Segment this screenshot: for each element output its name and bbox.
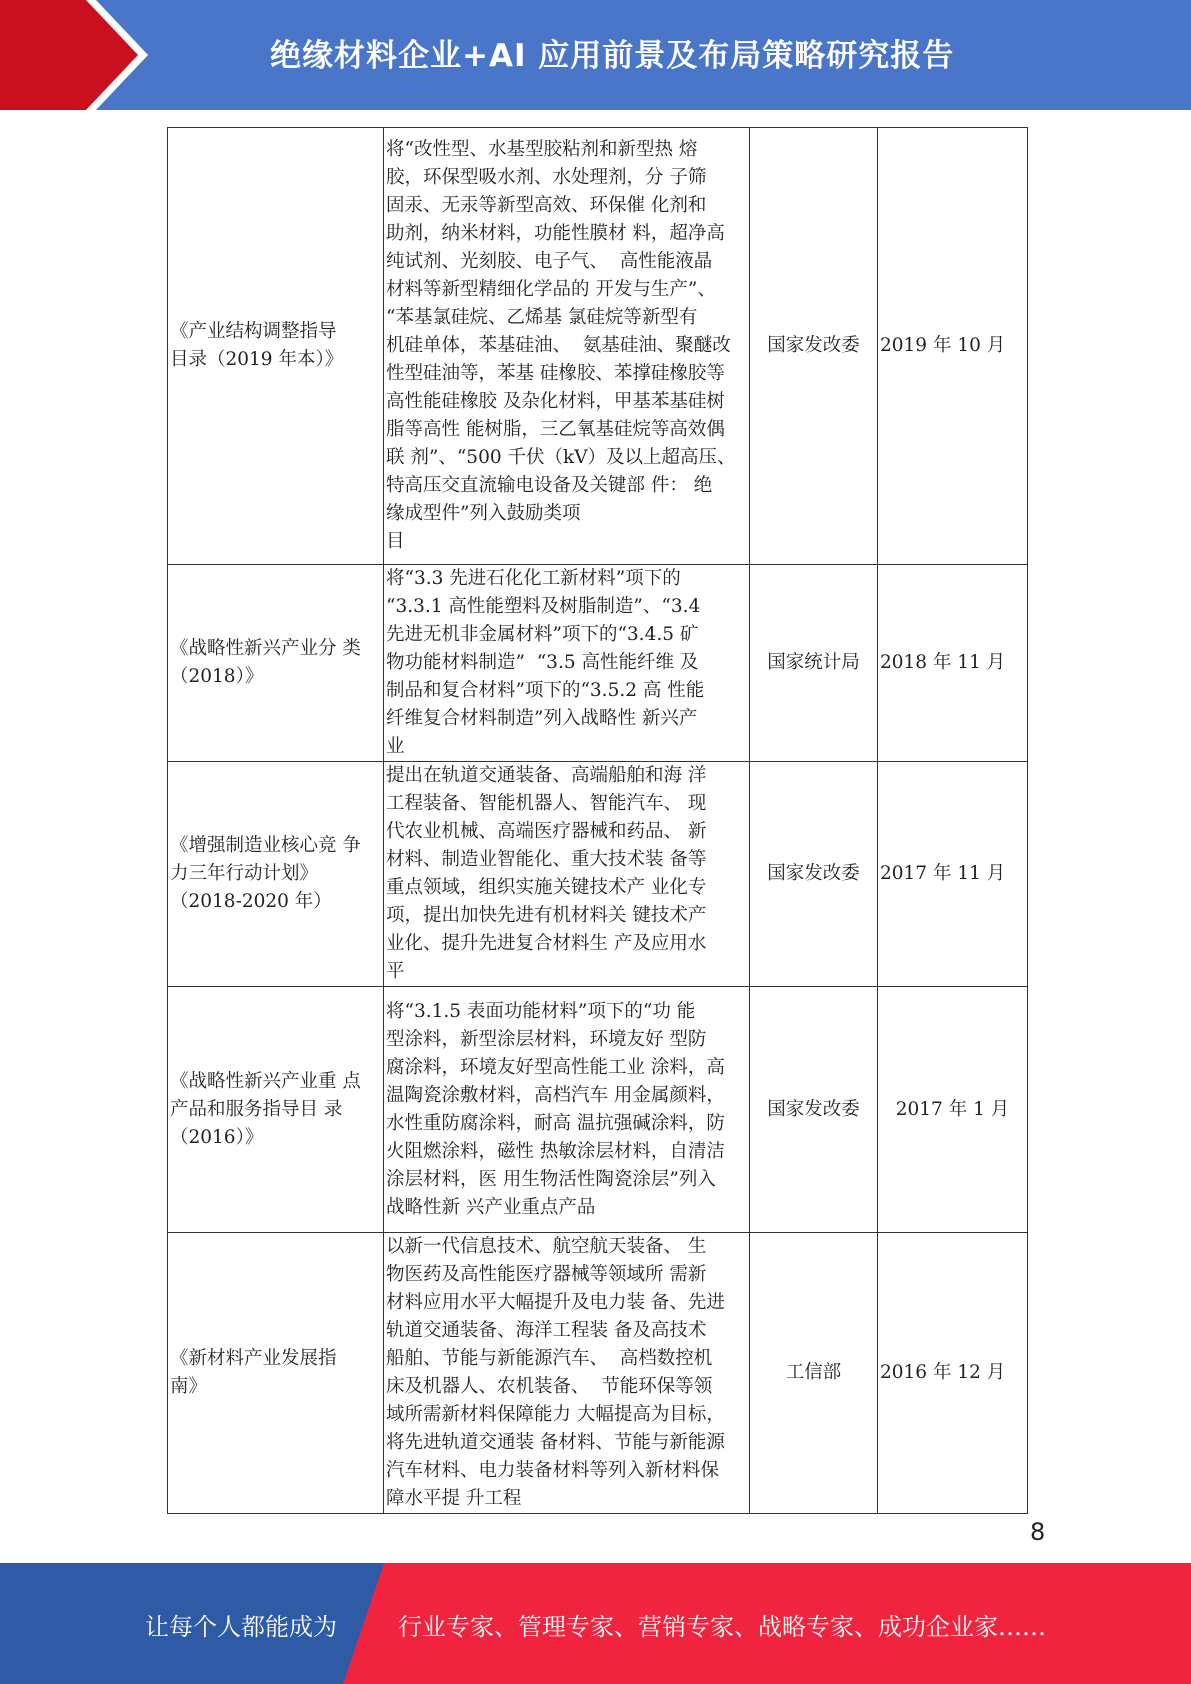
page-number: 8 — [1030, 1518, 1046, 1546]
policy-content: 将“3.3 先进石化化工新材料”项下的 “3.3.1 高性能塑料及树脂制造”、“3.4 先进无机非金属材料”项下的“3.4.5 矿 物功能材料制造” “3.5 高性能纤维 及 制品和复合材料”项下的“3.5.2 高 性能 纤维复合材料制造”列入战略性 新兴产 业 — [386, 568, 705, 757]
policy-date-cell: 2017 年 11 月 — [878, 762, 1028, 987]
policy-content-cell — [384, 762, 750, 987]
table-row — [168, 762, 1028, 987]
policy-content-cell — [384, 1233, 750, 1514]
policy-content-cell — [384, 565, 750, 762]
policy-name: 《产业结构调整指导 目录（2019 年本）》 — [170, 321, 344, 370]
policy-date-cell: 2018 年 11 月 — [878, 565, 1028, 762]
policy-dept-cell: 工信部 — [750, 1233, 878, 1514]
policy-dept-cell: 国家发改委 — [750, 128, 878, 565]
report-title: 绝缘材料企业+AI 应用前景及布局策略研究报告 — [270, 38, 955, 74]
policy-content-cell — [384, 987, 750, 1233]
policy-name-cell — [168, 1233, 384, 1514]
policy-date-cell: 2019 年 10 月 — [878, 128, 1028, 565]
policy-name-cell — [168, 565, 384, 762]
policy-name-cell — [168, 762, 384, 987]
table-row — [168, 565, 1028, 762]
policy-dept-cell: 国家发改委 — [750, 987, 878, 1233]
policy-name-cell — [168, 128, 384, 565]
policy-name: 《增强制造业核心竞 争 力三年行动计划》 （2018-2020 年） — [170, 835, 361, 912]
footer-slogan-left: 让每个人都能成为 — [145, 1613, 337, 1641]
footer-slogan-right: 行业专家、管理专家、营销专家、战略专家、成功企业家…… — [398, 1613, 1046, 1641]
table-row — [168, 128, 1028, 565]
policy-date-cell: 2016 年 12 月 — [878, 1233, 1028, 1514]
policy-dept-cell: 国家统计局 — [750, 565, 878, 762]
page-footer — [0, 1563, 1191, 1684]
policy-content: 以新一代信息技术、航空航天装备、 生 物医药及高性能医疗器械等领域所 需新 材料应用水平大幅提升及电力装 备、先进 轨道交通装备、海洋工程装 备及高技术 船舶、节能与新能源汽车、 高档数控机 床及机器人、农机装备、 节能环保等领 域所需新材料保障能力 大幅提高为目标， 将先进轨道交通装 备材料、节能与新能源 汽车材料、电力装备材料等列入新材料保 障水平提 升工程 — [386, 1236, 725, 1509]
policy-name-cell — [168, 987, 384, 1233]
policy-date-cell: 2017 年 1 月 — [878, 987, 1028, 1233]
table-row — [168, 987, 1028, 1233]
policy-table — [167, 127, 1028, 1514]
policy-dept-cell: 国家发改委 — [750, 762, 878, 987]
policy-name: 《战略性新兴产业重 点 产品和服务指导目 录 （2016）》 — [170, 1070, 361, 1148]
policy-content-cell — [384, 128, 750, 565]
policy-name: 《战略性新兴产业分 类 （2018）》 — [170, 638, 361, 687]
policy-name: 《新材料产业发展指 南》 — [170, 1348, 337, 1397]
policy-content: 将“改性型、水基型胶粘剂和新型热 熔 胶，环保型吸水剂、水处理剂，分 子筛 固汞、无汞等新型高效、环保催 化剂和 助剂，纳米材料，功能性膜材 料，超净高 纯试剂、光刻胶、电子气、 高性能液晶 材料等新型精细化学品的 开发与生产”、 “苯基氯硅烷、乙烯基 氯硅烷等新型有 机硅单体，苯基硅油、 氨基硅油、聚醚改 性型硅油等，苯基 硅橡胶、苯撑硅橡胶等 高性能硅橡胶 及杂化材料，甲基苯基硅树 脂等高性 能树脂，三乙氧基硅烷等高效偶 联 剂”、“500 千伏（kV）及以上超高压、 特高压交直流输电设备及关键部 件： 绝 缘成型件”列入鼓励类项 目 — [386, 139, 736, 552]
policy-content: 将“3.1.5 表面功能材料”项下的“功 能 型涂料，新型涂层材料，环境友好 型防 腐涂料，环境友好型高性能工业 涂料，高 温陶瓷涂敷材料，高档汽车 用金属颜料， 水性重防腐涂料，耐高 温抗强碱涂料，防 火阻燃涂料，磁性 热敏涂层材料，自清洁 涂层材料，医 用生物活性陶瓷涂层”列入 战略性新 兴产业重点产品 — [386, 1000, 725, 1218]
table-row — [168, 1233, 1028, 1514]
policy-content: 提出在轨道交通装备、高端船舶和海 洋 工程装备、智能机器人、智能汽车、 现 代农业机械、高端医疗器械和药品、 新 材料、制造业智能化、重大技术装 备等 重点领域，组织实施关键技术产 业化专 项，提出加快先进有机材料关 键技术产 业化、提升先进复合材料生 产及应用水 平 — [386, 765, 707, 982]
page-header — [0, 0, 1191, 110]
